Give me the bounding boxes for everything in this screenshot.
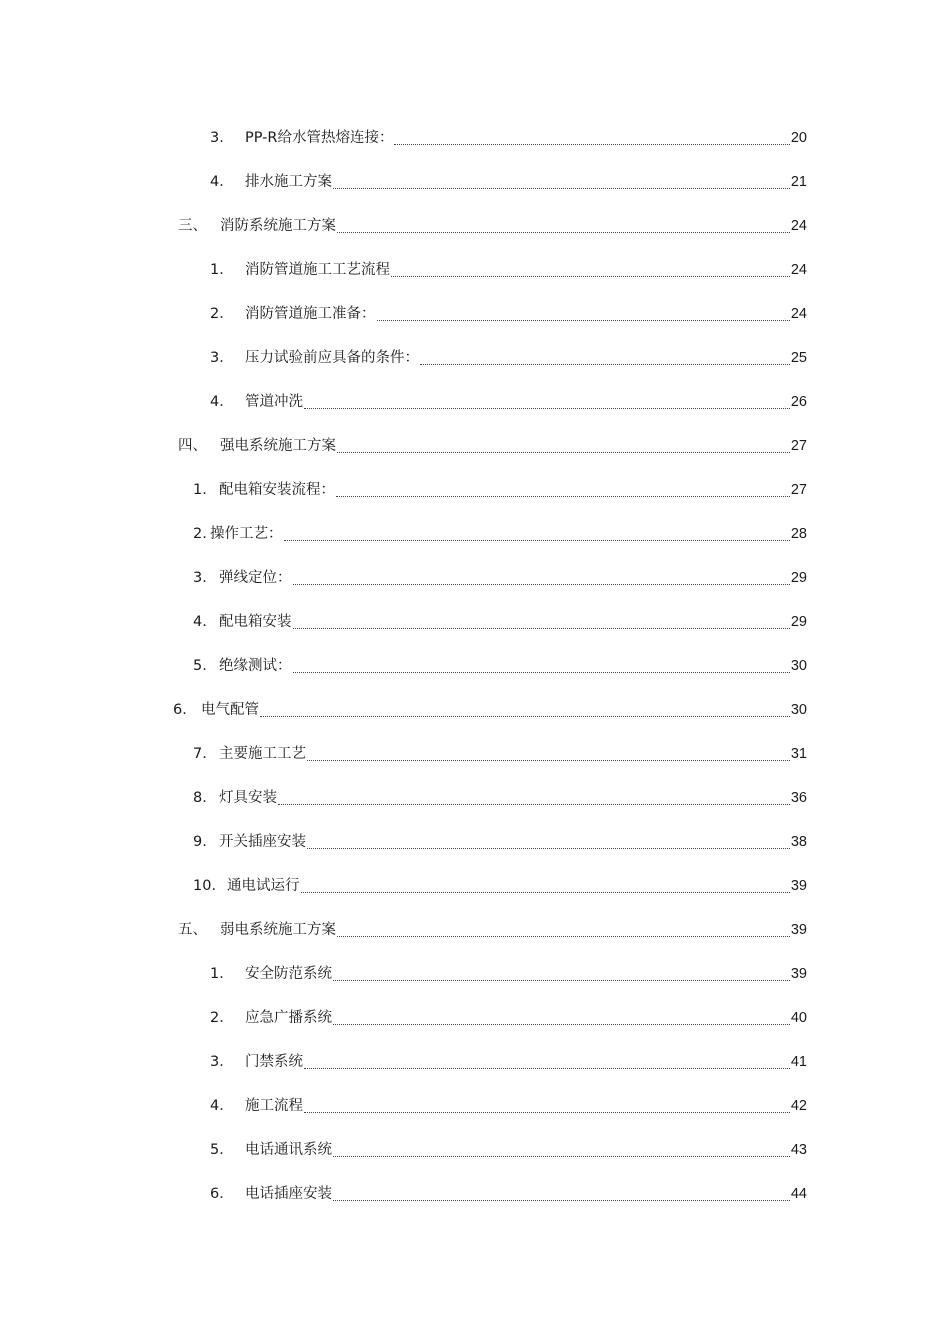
toc-entry-number: 3. — [193, 570, 207, 586]
toc-entry-number: 6. — [173, 702, 187, 718]
toc-entry-title: 绝缘测试： — [219, 658, 292, 674]
toc-entry-title: 消防管道施工工艺流程 — [245, 262, 390, 278]
toc-entry[interactable] — [210, 1050, 807, 1074]
toc-entry-title: 电气配管 — [201, 702, 259, 718]
toc-entry-page-number: 38 — [790, 834, 807, 850]
toc-entry[interactable] — [193, 874, 807, 898]
toc-entry-number: 4． — [210, 1098, 234, 1114]
toc-entry-number: 5． — [210, 1142, 234, 1158]
toc-entry-page-number: 39 — [790, 878, 807, 894]
toc-entry-page-number: 29 — [790, 614, 807, 630]
toc-entry-page-number: 21 — [790, 174, 807, 190]
toc-entry-number: 2． — [210, 306, 234, 322]
toc-entry-number: 6． — [210, 1186, 234, 1202]
toc-entry-number: 3． — [210, 1054, 234, 1070]
toc-entry-title: PP-R给水管热熔连接： — [245, 130, 394, 146]
toc-entry[interactable] — [210, 126, 807, 150]
toc-dot-leader — [337, 232, 790, 233]
toc-entry[interactable] — [210, 962, 807, 986]
toc-entry-number: 7. — [193, 746, 207, 762]
toc-entry-title: 管道冲洗 — [245, 394, 303, 410]
toc-entry-number: 3． — [210, 130, 234, 146]
toc-entry[interactable] — [193, 478, 807, 502]
toc-dot-leader — [293, 628, 790, 629]
toc-entry-page-number: 27 — [790, 482, 807, 498]
toc-entry-number: 2. — [193, 526, 207, 542]
toc-entry-title: 电话通讯系统 — [245, 1142, 332, 1158]
toc-entry[interactable] — [193, 742, 807, 766]
toc-entry-title: 压力试验前应具备的条件： — [245, 350, 419, 366]
toc-entry[interactable] — [210, 302, 807, 326]
toc-dot-leader — [420, 364, 790, 365]
toc-entry-page-number: 27 — [790, 438, 807, 454]
toc-entry[interactable] — [210, 258, 807, 282]
toc-entry-number: 1. — [193, 482, 207, 498]
toc-dot-leader — [307, 848, 790, 849]
toc-entry-title: 主要施工工艺 — [219, 746, 306, 762]
toc-entry[interactable] — [210, 1182, 807, 1206]
toc-entry-page-number: 41 — [790, 1054, 807, 1070]
toc-entry-page-number: 44 — [790, 1186, 807, 1202]
toc-entry-page-number: 30 — [790, 658, 807, 674]
toc-entry-number: 3． — [210, 350, 234, 366]
toc-entry-page-number: 28 — [790, 526, 807, 542]
toc-dot-leader — [301, 892, 790, 893]
toc-entry-number: 9. — [193, 834, 207, 850]
toc-entry-page-number: 24 — [790, 262, 807, 278]
toc-entry-page-number: 39 — [790, 966, 807, 982]
toc-entry[interactable] — [178, 918, 807, 942]
toc-entry-title: 施工流程 — [245, 1098, 303, 1114]
toc-dot-leader — [333, 1024, 790, 1025]
toc-dot-leader — [293, 584, 790, 585]
toc-entry-title: 安全防范系统 — [245, 966, 332, 982]
toc-dot-leader — [377, 320, 790, 321]
toc-entry-title: 开关插座安装 — [219, 834, 306, 850]
toc-entry-number: 四、 — [178, 438, 207, 454]
toc-entry-number: 1． — [210, 966, 234, 982]
toc-dot-leader — [333, 1156, 790, 1157]
toc-dot-leader — [337, 452, 790, 453]
toc-entry-title: 弱电系统施工方案 — [220, 922, 336, 938]
toc-entry[interactable] — [173, 698, 807, 722]
toc-entry-number: 1． — [210, 262, 234, 278]
toc-entry-page-number: 30 — [790, 702, 807, 718]
toc-entry-number: 4． — [210, 174, 234, 190]
toc-dot-leader — [304, 1068, 790, 1069]
toc-entry[interactable] — [193, 654, 807, 678]
toc-dot-leader — [304, 1112, 790, 1113]
toc-dot-leader — [260, 716, 790, 717]
toc-entry-page-number: 40 — [790, 1010, 807, 1026]
toc-entry[interactable] — [178, 214, 807, 238]
toc-entry-number: 五、 — [178, 922, 207, 938]
toc-entry-page-number: 42 — [790, 1098, 807, 1114]
toc-entry[interactable] — [210, 1006, 807, 1030]
toc-dot-leader — [391, 276, 790, 277]
toc-dot-leader — [333, 188, 790, 189]
toc-dot-leader — [394, 144, 789, 145]
toc-entry-page-number: 24 — [790, 218, 807, 234]
toc-entry-number: 2． — [210, 1010, 234, 1026]
toc-entry[interactable] — [193, 522, 807, 546]
toc-dot-leader — [333, 980, 790, 981]
toc-dot-leader — [333, 1200, 790, 1201]
toc-entry[interactable] — [210, 1138, 807, 1162]
toc-entry-title: 电话插座安装 — [245, 1186, 332, 1202]
toc-entry-title: 操作工艺： — [210, 526, 283, 542]
toc-entry-page-number: 25 — [790, 350, 807, 366]
toc-entry[interactable] — [178, 434, 807, 458]
toc-entry-title: 应急广播系统 — [245, 1010, 332, 1026]
toc-entry-title: 消防管道施工准备： — [245, 306, 376, 322]
toc-dot-leader — [337, 936, 790, 937]
toc-entry-title: 排水施工方案 — [245, 174, 332, 190]
toc-entry-number: 4． — [210, 394, 234, 410]
toc-entry-page-number: 20 — [790, 130, 807, 146]
toc-entry-page-number: 43 — [790, 1142, 807, 1158]
toc-entry-title: 灯具安装 — [219, 790, 277, 806]
toc-dot-leader — [284, 540, 790, 541]
toc-entry-title: 强电系统施工方案 — [220, 438, 336, 454]
toc-dot-leader — [307, 760, 790, 761]
toc-entry-page-number: 29 — [790, 570, 807, 586]
toc-entry-title: 门禁系统 — [245, 1054, 303, 1070]
toc-entry[interactable] — [193, 786, 807, 810]
toc-entry-page-number: 39 — [790, 922, 807, 938]
toc-entry-title: 配电箱安装 — [219, 614, 292, 630]
toc-entry-number: 三、 — [178, 218, 207, 234]
toc-entry-title: 通电试运行 — [227, 878, 300, 894]
toc-entry[interactable] — [210, 390, 807, 414]
toc-entry-page-number: 36 — [790, 790, 807, 806]
toc-entry-title: 消防系统施工方案 — [220, 218, 336, 234]
toc-entry-number: 8. — [193, 790, 207, 806]
toc-dot-leader — [278, 804, 790, 805]
toc-entry[interactable] — [193, 610, 807, 634]
toc-entry[interactable] — [210, 170, 807, 194]
toc-dot-leader — [336, 496, 790, 497]
toc-dot-leader — [304, 408, 790, 409]
toc-entry-number: 5. — [193, 658, 207, 674]
toc-entry-page-number: 31 — [790, 746, 807, 762]
toc-entry-title: 弹线定位： — [219, 570, 292, 586]
toc-dot-leader — [293, 672, 790, 673]
toc-entry-title: 配电箱安装流程： — [219, 482, 335, 498]
toc-entry[interactable] — [193, 830, 807, 854]
toc-entry[interactable] — [210, 1094, 807, 1118]
toc-entry[interactable] — [210, 346, 807, 370]
toc-entry-page-number: 24 — [790, 306, 807, 322]
toc-entry[interactable] — [193, 566, 807, 590]
toc-entry-number: 10. — [193, 878, 217, 894]
toc-entry-page-number: 26 — [790, 394, 807, 410]
toc-entry-number: 4. — [193, 614, 207, 630]
